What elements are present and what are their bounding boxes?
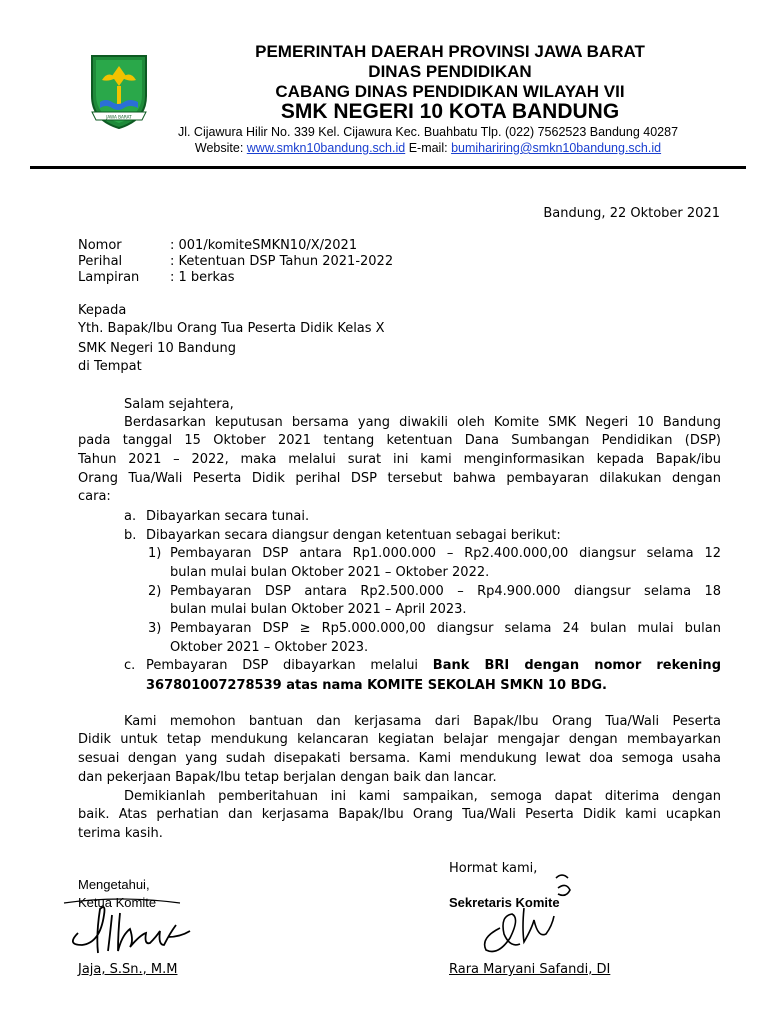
west-java-emblem-logo — [86, 50, 152, 130]
intro-line: pada tanggal 15 Oktober 2021 tentang ketentuan Dana Sumbangan Pendidikan (DSP) — [78, 433, 721, 448]
intro-line: Orang Tua/Wali Peserta Didik perihal DSP tersebut bahwa pembayaran dilakukan dengan — [78, 471, 721, 486]
recipient-line: di Tempat — [78, 359, 142, 374]
meta-label-perihal: Perihal — [78, 254, 123, 269]
chair-signature — [60, 885, 200, 965]
intro-line: cara: — [78, 489, 111, 504]
list-item-a: Dibayarkan secara tunai. — [146, 509, 310, 524]
closing-para-line: dan pekerjaan Bapak/Ibu tetap berjalan dengan baik dan lancar. — [78, 770, 497, 785]
committee-chair-title: Ketua Komite — [78, 895, 157, 910]
chair-name: Jaja, S.Sn., M.M — [78, 962, 178, 977]
list-item-c-line1 — [146, 657, 721, 675]
sublist-item-3-line2: Oktober 2021 – Oktober 2023. — [170, 640, 369, 655]
letterhead-line3: CABANG DINAS PENDIDIKAN WILAYAH VII — [275, 82, 625, 101]
email-label: E-mail: — [405, 141, 452, 155]
meta-label-nomor: Nomor — [78, 238, 122, 253]
email-link[interactable]: bumihariring@smkn10bandung.sch.id — [451, 141, 662, 155]
list-marker-c: c. — [124, 658, 136, 673]
contact-line — [108, 141, 748, 155]
list-item-b: Dibayarkan secara diangsur dengan ketentuan sebagai berikut: — [146, 528, 561, 543]
school-name: SMK NEGERI 10 KOTA BANDUNG — [280, 100, 620, 123]
closing-para-line: sesuai dengan yang sudah disepakati bersama. Kami mendukung lewat doa semoga usaha — [78, 751, 721, 766]
secretary-name: Rara Maryani Safandi, DI — [449, 962, 611, 977]
intro-line: Berdasarkan keputusan bersama yang diwakili oleh Komite SMK Negeri 10 Bandung — [124, 415, 721, 430]
acknowledged-label: Mengetahui, — [78, 877, 150, 892]
bank-account-number: 367801007278539 atas nama KOMITE SEKOLAH SMKN 10 BDG. — [146, 678, 607, 693]
final-para-line: Demikianlah pemberitahuan ini kami sampaikan, semoga dapat diterima dengan — [124, 789, 721, 804]
letter-date: Bandung, 22 Oktober 2021 — [543, 206, 720, 221]
letterhead-line1: PEMERINTAH DAERAH PROVINSI JAWA BARAT — [255, 42, 645, 61]
school-address: Jl. Cijawura Hilir No. 339 Kel. Cijawura Kec. Buahbatu Tlp. (022) 7562523 Bandung 40287 — [177, 125, 679, 139]
recipient-line: SMK Negeri 10 Bandung — [78, 341, 236, 356]
list-marker-a: a. — [124, 509, 137, 524]
meta-label-lampiran: Lampiran — [78, 270, 140, 285]
sublist-marker-2: 2) — [148, 584, 162, 599]
closing-salutation: Hormat kami, — [449, 861, 538, 876]
final-para-line: terima kasih. — [78, 826, 163, 841]
recipient-line: Kepada — [78, 303, 127, 318]
secretary-signature — [470, 868, 580, 958]
sublist-item-2-line2: bulan mulai bulan Oktober 2021 – April 2023. — [170, 602, 467, 617]
intro-line: Tahun 2021 – 2022, maka melalui surat ini kami menginformasikan kepada Bapak/ibu — [78, 452, 721, 467]
sublist-marker-1: 1) — [148, 546, 162, 561]
meta-value-perihal: : Ketentuan DSP Tahun 2021-2022 — [170, 254, 394, 269]
meta-value-lampiran: : 1 berkas — [170, 270, 235, 285]
list-marker-b: b. — [124, 528, 137, 543]
closing-para-line: Didik untuk tetap mendukung kelancaran kegiatan belajar mengajar dengan membayarkan — [78, 732, 721, 747]
sublist-item-2-line1: Pembayaran DSP antara Rp2.500.000 – Rp4.900.000 diangsur selama 18 — [170, 584, 721, 599]
website-label: Website: — [194, 141, 247, 155]
final-para-line: baik. Atas perhatian dan kerjasama Bapak/Ibu Orang Tua/Wali Peserta Didik kami ucapkan — [78, 807, 721, 822]
meta-value-nomor: : 001/komiteSMKN10/X/2021 — [170, 238, 358, 253]
closing-para-line: Kami memohon bantuan dan kerjasama dari Bapak/Ibu Orang Tua/Wali Peserta — [124, 714, 721, 729]
sublist-item-1-line2: bulan mulai bulan Oktober 2021 – Oktober 2022. — [170, 565, 490, 580]
bank-account-text: Bank BRI dengan nomor rekening — [432, 658, 721, 673]
letterhead-divider — [30, 166, 746, 169]
letterhead-line2: DINAS PENDIDIKAN — [368, 62, 532, 81]
greeting: Salam sejahtera, — [124, 397, 234, 412]
sublist-item-1-line1: Pembayaran DSP antara Rp1.000.000 – Rp2.400.000,00 diangsur selama 12 — [170, 546, 721, 561]
sublist-marker-3: 3) — [148, 621, 162, 636]
sublist-item-3-line1: Pembayaran DSP ≥ Rp5.000.000,00 diangsur selama 24 bulan mulai bulan — [170, 621, 721, 636]
recipient-line: Yth. Bapak/Ibu Orang Tua Peserta Didik Kelas X — [78, 321, 385, 336]
secretary-title: Sekretaris Komite — [449, 895, 560, 910]
website-link[interactable]: www.smkn10bandung.sch.id — [246, 141, 406, 155]
logo-text: JAWA BARAT — [106, 114, 132, 120]
list-item-c-plain: Pembayaran DSP dibayarkan melalui — [146, 658, 433, 673]
